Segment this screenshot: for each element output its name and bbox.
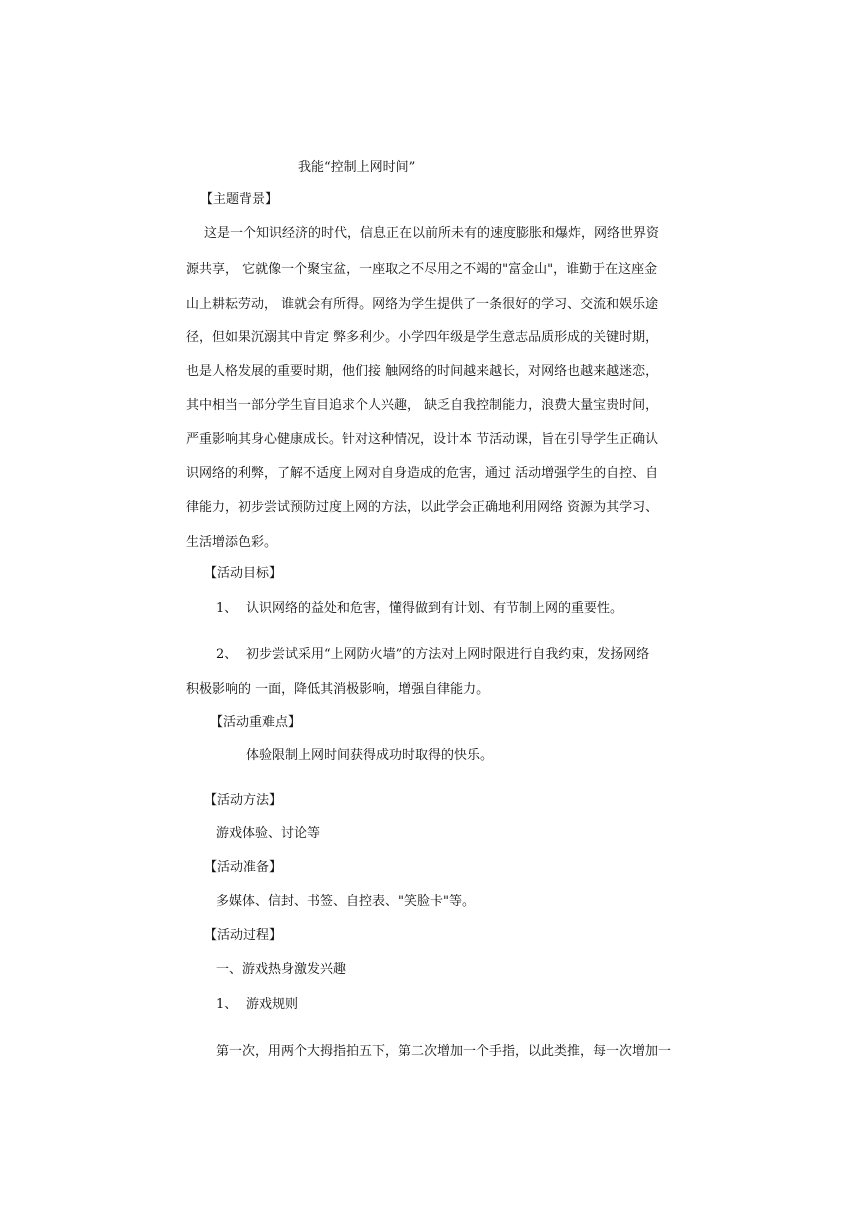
document-title: 我能“控制上网时间”	[298, 160, 416, 175]
keypoint-heading: 【活动重难点】	[210, 715, 302, 730]
rule-title: 游戏规则	[246, 997, 299, 1012]
goal-2-continuation: 积极影响的 一面，降低其消极影响，增强自律能力。	[186, 682, 490, 697]
paragraph-line: 律能力，初步尝试预防过度上网的方法，以此学会正确地利用网络 资源为其学习、	[186, 500, 659, 515]
goal-1-number: 1、	[216, 601, 238, 616]
method-heading: 【活动方法】	[204, 793, 283, 808]
goals-heading: 【活动目标】	[204, 566, 283, 581]
goal-1-text: 认识网络的益处和危害，懂得做到有计划、有节制上网的重要性。	[246, 601, 624, 616]
prep-heading: 【活动准备】	[204, 860, 283, 875]
paragraph-line: 源共享， 它就像一个聚宝盆，一座取之不尽用之不竭的"富金山"，谁勤于在这座金	[186, 262, 658, 277]
paragraph-line: 严重影响其身心健康成长。针对这种情况，设计本 节活动课，旨在引导学生正确认	[186, 432, 659, 447]
background-heading: 【主题背景】	[200, 192, 279, 207]
paragraph-line: 识网络的利弊，了解不适度上网对自身造成的危害，通过 活动增强学生的自控、自	[186, 466, 659, 481]
keypoint-text: 体验限制上网时间获得成功时取得的快乐。	[246, 748, 494, 763]
rule-number: 1、	[216, 997, 238, 1012]
paragraph-line: 径，但如果沉溺其中肯定 弊多利少。小学四年级是学生意志品质形成的关键时期，	[186, 330, 659, 345]
goal-2-text: 初步尝试采用“上网防火墙”的方法对上网时限进行自我约束，发扬网络	[246, 647, 650, 662]
paragraph-line: 山上耕耘劳动， 谁就会有所得。网络为学生提供了一条很好的学习、交流和娱乐途	[186, 297, 659, 312]
goal-2-number: 2、	[216, 647, 238, 662]
prep-text: 多媒体、信封、书签、自控表、"笑脸卡"等。	[216, 894, 475, 909]
paragraph-line: 这是一个知识经济的时代，信息正在以前所未有的速度膨胀和爆炸，网络世界资	[204, 226, 660, 241]
paragraph-line: 其中相当一部分学生盲目追求个人兴趣， 缺乏自我控制能力，浪费大量宝贵时间，	[186, 398, 659, 413]
process-heading: 【活动过程】	[204, 928, 283, 943]
method-text: 游戏体验、讨论等	[216, 826, 321, 841]
paragraph-line: 也是人格发展的重要时期，他们接 触网络的时间越来越长，对网络也越来越迷恋，	[186, 364, 659, 379]
paragraph-line: 生活增添色彩。	[186, 535, 278, 550]
rule-description: 第一次，用两个大拇指拍五下，第二次增加一个手指，以此类推，每一次增加一	[216, 1044, 672, 1059]
process-step-1: 一、游戏热身激发兴趣	[216, 962, 347, 977]
